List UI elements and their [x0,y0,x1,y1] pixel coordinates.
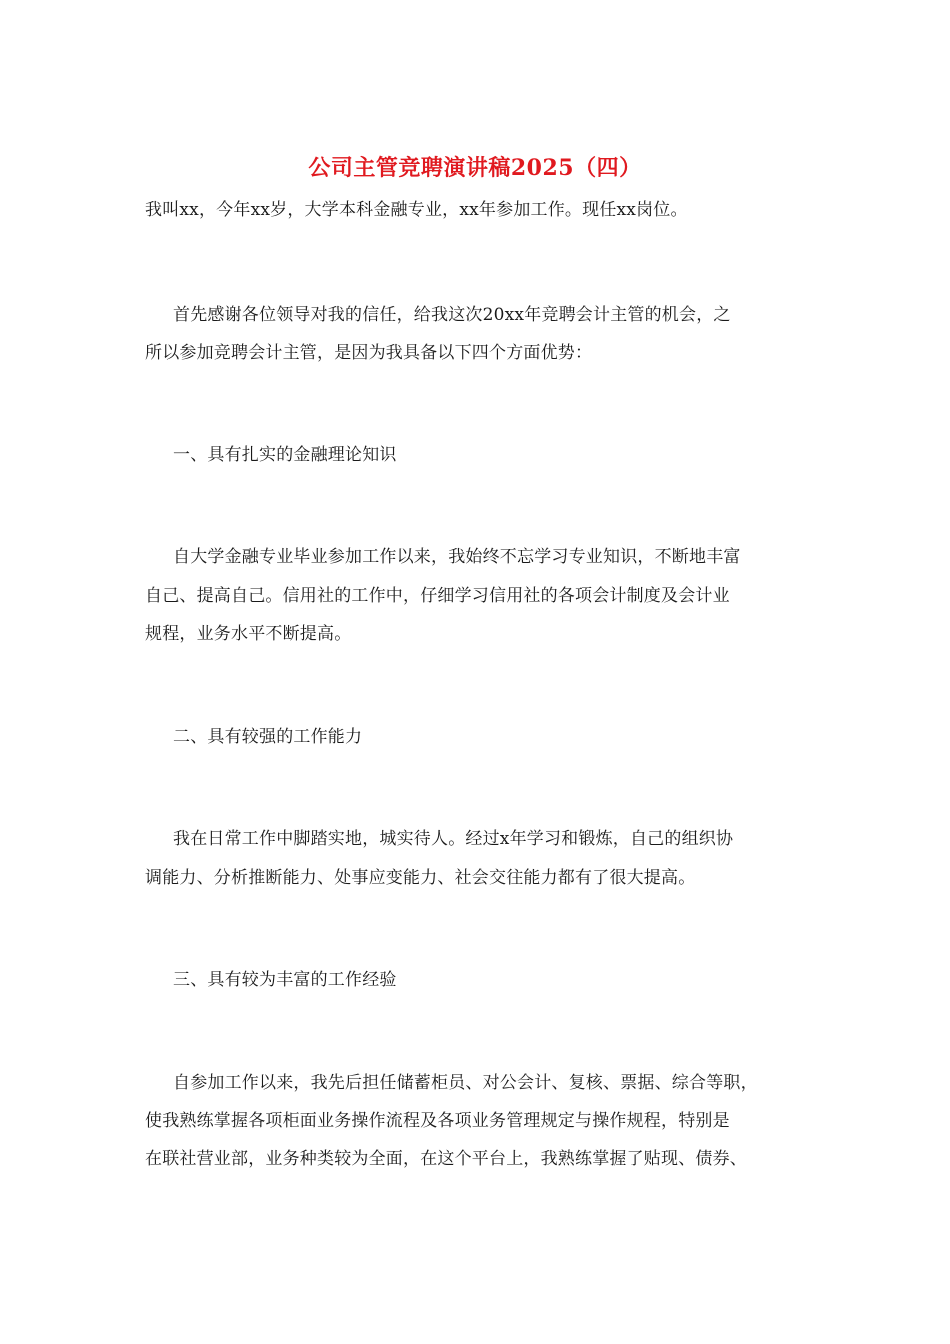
paragraph-line: 所以参加竞聘会计主管，是因为我具备以下四个方面优势： [145,343,593,363]
paragraph-line: 首先感谢各位领导对我的信任，给我这次20xx年竞聘会计主管的机会，之 [173,305,731,325]
section-heading: 三、具有较为丰富的工作经验 [173,970,397,990]
document-title: 公司主管竞聘演讲稿2025（四） [308,155,642,181]
intro-line: 我叫xx，今年xx岁，大学本科金融专业，xx年参加工作。现任xx岗位。 [145,200,688,220]
section-heading: 二、具有较强的工作能力 [173,727,363,747]
paragraph-line: 使我熟练掌握各项柜面业务操作流程及各项业务管理规定与操作规程，特别是 [145,1111,730,1131]
paragraph-line: 我在日常工作中脚踏实地，城实待人。经过x年学习和锻炼，自己的组织协 [173,829,734,849]
paragraph-line: 自参加工作以来，我先后担任储蓄柜员、对公会计、复核、票据、综合等职， [173,1073,758,1093]
paragraph-line: 规程，业务水平不断提高。 [145,624,352,644]
paragraph-line: 自己、提高自己。信用社的工作中，仔细学习信用社的各项会计制度及会计业 [145,586,730,606]
paragraph-line: 自大学金融专业毕业参加工作以来，我始终不忘学习专业知识，不断地丰富 [173,547,741,567]
paragraph-line: 在联社营业部，业务种类较为全面，在这个平台上，我熟练掌握了贴现、债券、 [145,1149,747,1169]
section-heading: 一、具有扎实的金融理论知识 [173,445,397,465]
paragraph-line: 调能力、分析推断能力、处事应变能力、社会交往能力都有了很大提高。 [145,868,696,888]
